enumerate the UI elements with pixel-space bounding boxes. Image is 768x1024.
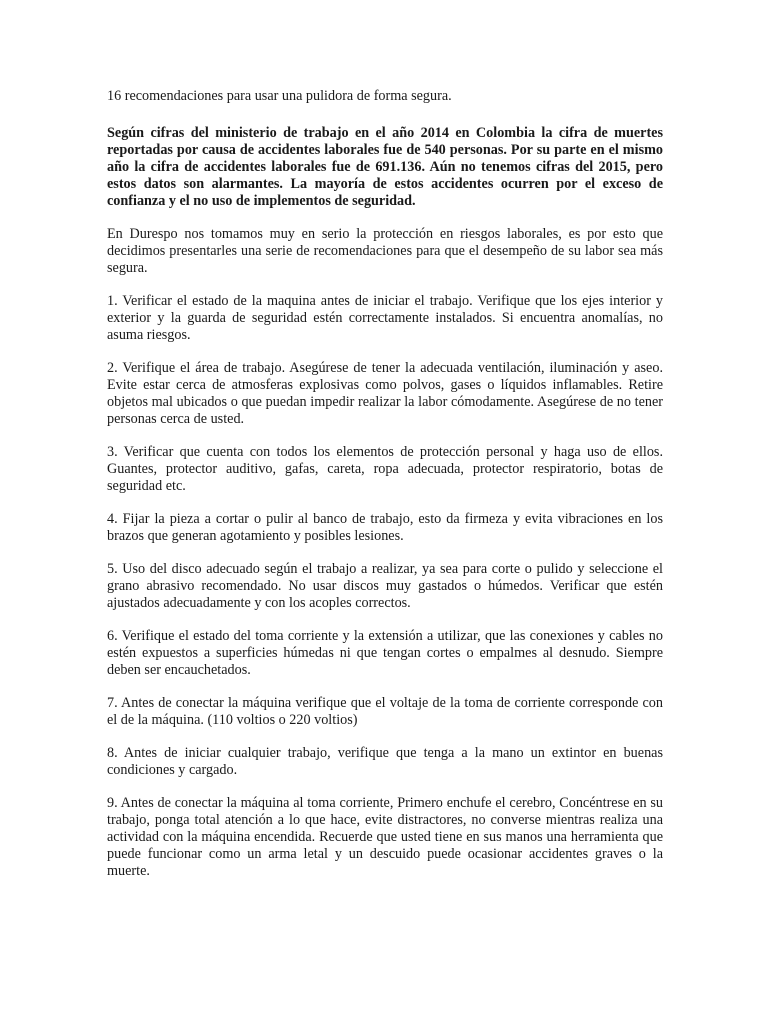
recommendation-item-8: 8. Antes de iniciar cualquier trabajo, verifique que tenga a la mano un extintor en buenas condiciones y cargado. [107, 745, 663, 778]
document-page [107, 88, 663, 896]
recommendation-item-5: 5. Uso del disco adecuado según el trabajo a realizar, ya sea para corte o pulido y seleccione el grano abrasivo recomendado. No usar discos muy gastados o húmedos. Verificar que estén ajustados adecuadamente y con los acoples correctos. [107, 561, 663, 611]
recommendation-item-7: 7. Antes de conectar la máquina verifique que el voltaje de la toma de corriente corresponde con el de la máquina. (110 voltios o 220 voltios) [107, 695, 663, 728]
intro-statistics-paragraph: Según cifras del ministerio de trabajo en el año 2014 en Colombia la cifra de muertes reportadas por causa de accidentes laborales fue de 540 personas. Por su parte en el mismo año la cifra de accidentes laborales fue de 691.136. Aún no tenemos cifras del 2015, pero estos datos son alarmantes. La mayoría de estos accidentes ocurren por el exceso de confianza y el no uso de implementos de seguridad. [107, 125, 663, 209]
recommendation-item-9: 9. Antes de conectar la máquina al toma corriente, Primero enchufe el cerebro, Concéntrese en su trabajo, ponga total atención a lo que hace, evite distractores, no converse mientras realiza una actividad con la máquina encendida. Recuerde que usted tiene en sus manos una herramienta que puede funcionar como un arma letal y un descuido puede ocasionar accidentes graves o la muerte. [107, 795, 663, 879]
recommendation-item-1: 1. Verificar el estado de la maquina antes de iniciar el trabajo. Verifique que los ejes interior y exterior y la guarda de seguridad estén correctamente instalados. Si encuentra anomalías, no asuma riesgos. [107, 293, 663, 343]
recommendation-item-4: 4. Fijar la pieza a cortar o pulir al banco de trabajo, esto da firmeza y evita vibraciones en los brazos que generan agotamiento y posibles lesiones. [107, 511, 663, 544]
recommendation-item-2: 2. Verifique el área de trabajo. Asegúrese de tener la adecuada ventilación, iluminación y aseo. Evite estar cerca de atmosferas explosivas como polvos, gases o líquidos inflamables. Retire objetos mal ubicados o que puedan impedir realizar la labor cómodamente. Asegúrese de no tener personas cerca de usted. [107, 360, 663, 427]
recommendation-item-6: 6. Verifique el estado del toma corriente y la extensión a utilizar, que las conexiones y cables no estén expuestos a superficies húmedas ni que tengan cortes o empalmes al desnudo. Siempre deben ser encauchetados. [107, 628, 663, 678]
recommendation-item-3: 3. Verificar que cuenta con todos los elementos de protección personal y haga uso de ellos. Guantes, protector auditivo, gafas, careta, ropa adecuada, protector respiratorio, botas de seguridad etc. [107, 444, 663, 494]
document-title: 16 recomendaciones para usar una pulidora de forma segura. [107, 88, 452, 104]
intro-paragraph: En Durespo nos tomamos muy en serio la protección en riesgos laborales, es por esto que decidimos presentarles una serie de recomendaciones para que el desempeño de su labor sea más segura. [107, 226, 663, 276]
